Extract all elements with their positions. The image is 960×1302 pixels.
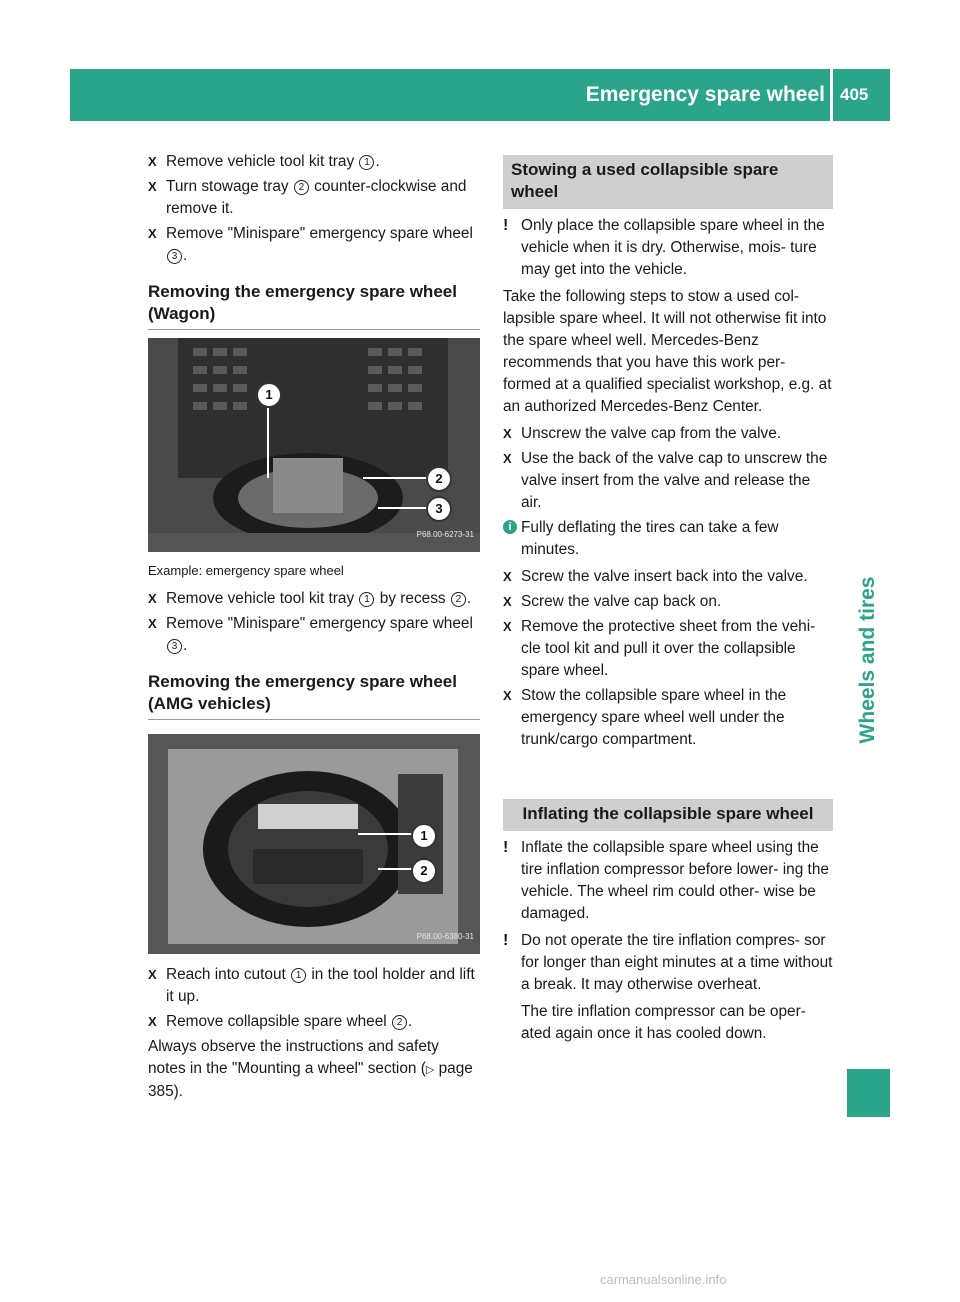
warning-icon: ! bbox=[503, 932, 509, 949]
callout-number: 1 bbox=[359, 155, 374, 170]
heading-amg: Removing the emergency spare wheel (AMG vehicles) bbox=[148, 671, 480, 720]
heading-wagon: Removing the emergency spare wheel (Wagon) bbox=[148, 281, 480, 330]
step-item: X Remove collapsible spare wheel 2 . bbox=[148, 1011, 480, 1033]
step-marker-icon: X bbox=[148, 591, 157, 606]
step-marker-icon: X bbox=[503, 594, 512, 609]
amg-spare-wheel-photo bbox=[148, 734, 480, 954]
warning-note: ! Inflate the collapsible spare wheel using the tire inflation compressor before lower- ing the vehicle. The wheel rim could other- wise be damaged. bbox=[503, 839, 829, 922]
step-item: X Unscrew the valve cap from the valve. bbox=[503, 423, 833, 445]
step-marker-icon: X bbox=[503, 569, 512, 584]
page-number: 405 bbox=[840, 85, 869, 104]
callout-2-icon: 2 bbox=[426, 466, 452, 492]
step-item: X Screw the valve cap back on. bbox=[503, 591, 833, 613]
callout-2-icon: 2 bbox=[411, 858, 437, 884]
callout-number: 2 bbox=[451, 592, 466, 607]
info-icon: i bbox=[503, 520, 517, 534]
step-marker-icon: X bbox=[503, 451, 512, 466]
step-item: X Turn stowage tray 2 counter-clockwise and remove it. bbox=[148, 178, 467, 217]
callout-number: 2 bbox=[294, 180, 309, 195]
page-ref-arrow-icon: ▷ bbox=[425, 1064, 435, 1076]
step-item: X Remove vehicle tool kit tray 1 by recess 2 . bbox=[148, 588, 480, 610]
step-marker-icon: X bbox=[148, 1014, 157, 1029]
side-tab-marker bbox=[847, 1069, 890, 1117]
step-item: X Remove vehicle tool kit tray 1 . bbox=[148, 151, 480, 173]
body-paragraph: Take the following steps to stow a used col- lapsible spare wheel. It will not otherwise fit into the spare wheel well. Mercedes-Benz recommends that you have this work per- formed at a qualified specialist workshop, e.g. at an authorized Mercedes-Benz Center. bbox=[503, 288, 832, 415]
warning-note: ! Do not operate the tire inflation compres- sor for longer than eight minutes at a time without a break. It may otherwise overheat. bbox=[503, 932, 833, 993]
step-marker-icon: X bbox=[503, 688, 512, 703]
callout-number: 1 bbox=[291, 968, 306, 983]
step-item: X Remove "Minispare" emergency spare wheel 3 . bbox=[148, 615, 473, 654]
step-item: X Use the back of the valve cap to unscrew the valve insert from the valve and release the air. bbox=[503, 450, 828, 511]
wagon-spare-wheel-photo bbox=[148, 338, 480, 552]
photo-code: P68.00-6273-31 bbox=[416, 530, 474, 539]
wagon-photo-drawing bbox=[148, 338, 480, 552]
reference-paragraph: Always observe the instructions and safety notes in the "Mounting a wheel" section (▷ page 385). bbox=[148, 1038, 473, 1100]
step-item: X Reach into cutout 1 in the tool holder and lift it up. bbox=[148, 966, 475, 1005]
callout-number: 1 bbox=[359, 592, 374, 607]
page-reference-link[interactable]: page 385). bbox=[148, 1060, 473, 1100]
step-marker-icon: X bbox=[148, 226, 157, 241]
step-marker-icon: X bbox=[148, 616, 157, 631]
step-item: X Remove the protective sheet from the vehi- cle tool kit and pull it over the collapsible spare wheel. bbox=[503, 618, 816, 679]
info-note: i Fully deflating the tires can take a few minutes. bbox=[503, 517, 833, 561]
callout-number: 3 bbox=[167, 639, 182, 654]
step-marker-icon: X bbox=[503, 619, 512, 634]
callout-number: 2 bbox=[392, 1015, 407, 1030]
footer-watermark: carmanualsonline.info bbox=[600, 1272, 727, 1287]
step-item: X Screw the valve insert back into the valve. bbox=[503, 566, 833, 588]
step-marker-icon: X bbox=[148, 967, 157, 982]
section-title: Emergency spare wheel bbox=[585, 83, 825, 106]
step-item: X Remove "Minispare" emergency spare wheel 3 . bbox=[148, 225, 473, 264]
section-heading-inflating: Inflating the collapsible spare wheel bbox=[503, 799, 833, 831]
photo-caption: Example: emergency spare wheel bbox=[148, 563, 344, 578]
warning-note: ! Only place the collapsible spare wheel in the vehicle when it is dry. Otherwise, mois- ture may get into the vehicle. bbox=[503, 217, 825, 278]
photo-code: P68.00-6380-31 bbox=[416, 932, 474, 941]
warning-icon: ! bbox=[503, 839, 509, 856]
right-column bbox=[503, 155, 833, 1050]
callout-number: 3 bbox=[167, 249, 182, 264]
page-header bbox=[70, 69, 890, 121]
warning-icon: ! bbox=[503, 217, 509, 234]
side-tab-label: Wheels and tires bbox=[856, 576, 879, 744]
callout-1-icon: 1 bbox=[256, 382, 282, 408]
section-heading-stowing: Stowing a used collapsible spare wheel bbox=[503, 155, 833, 209]
header-divider bbox=[830, 69, 833, 121]
callout-1-icon: 1 bbox=[411, 823, 437, 849]
warning-continuation: The tire inflation compressor can be oper- ated again once it has cooled down. bbox=[521, 1003, 806, 1042]
callout-3-icon: 3 bbox=[426, 496, 452, 522]
step-marker-icon: X bbox=[148, 179, 157, 194]
step-item: X Stow the collapsible spare wheel in the emergency spare wheel well under the trunk/cargo compartment. bbox=[503, 687, 787, 748]
step-marker-icon: X bbox=[503, 426, 512, 441]
left-column bbox=[148, 151, 480, 1108]
step-marker-icon: X bbox=[148, 154, 157, 169]
